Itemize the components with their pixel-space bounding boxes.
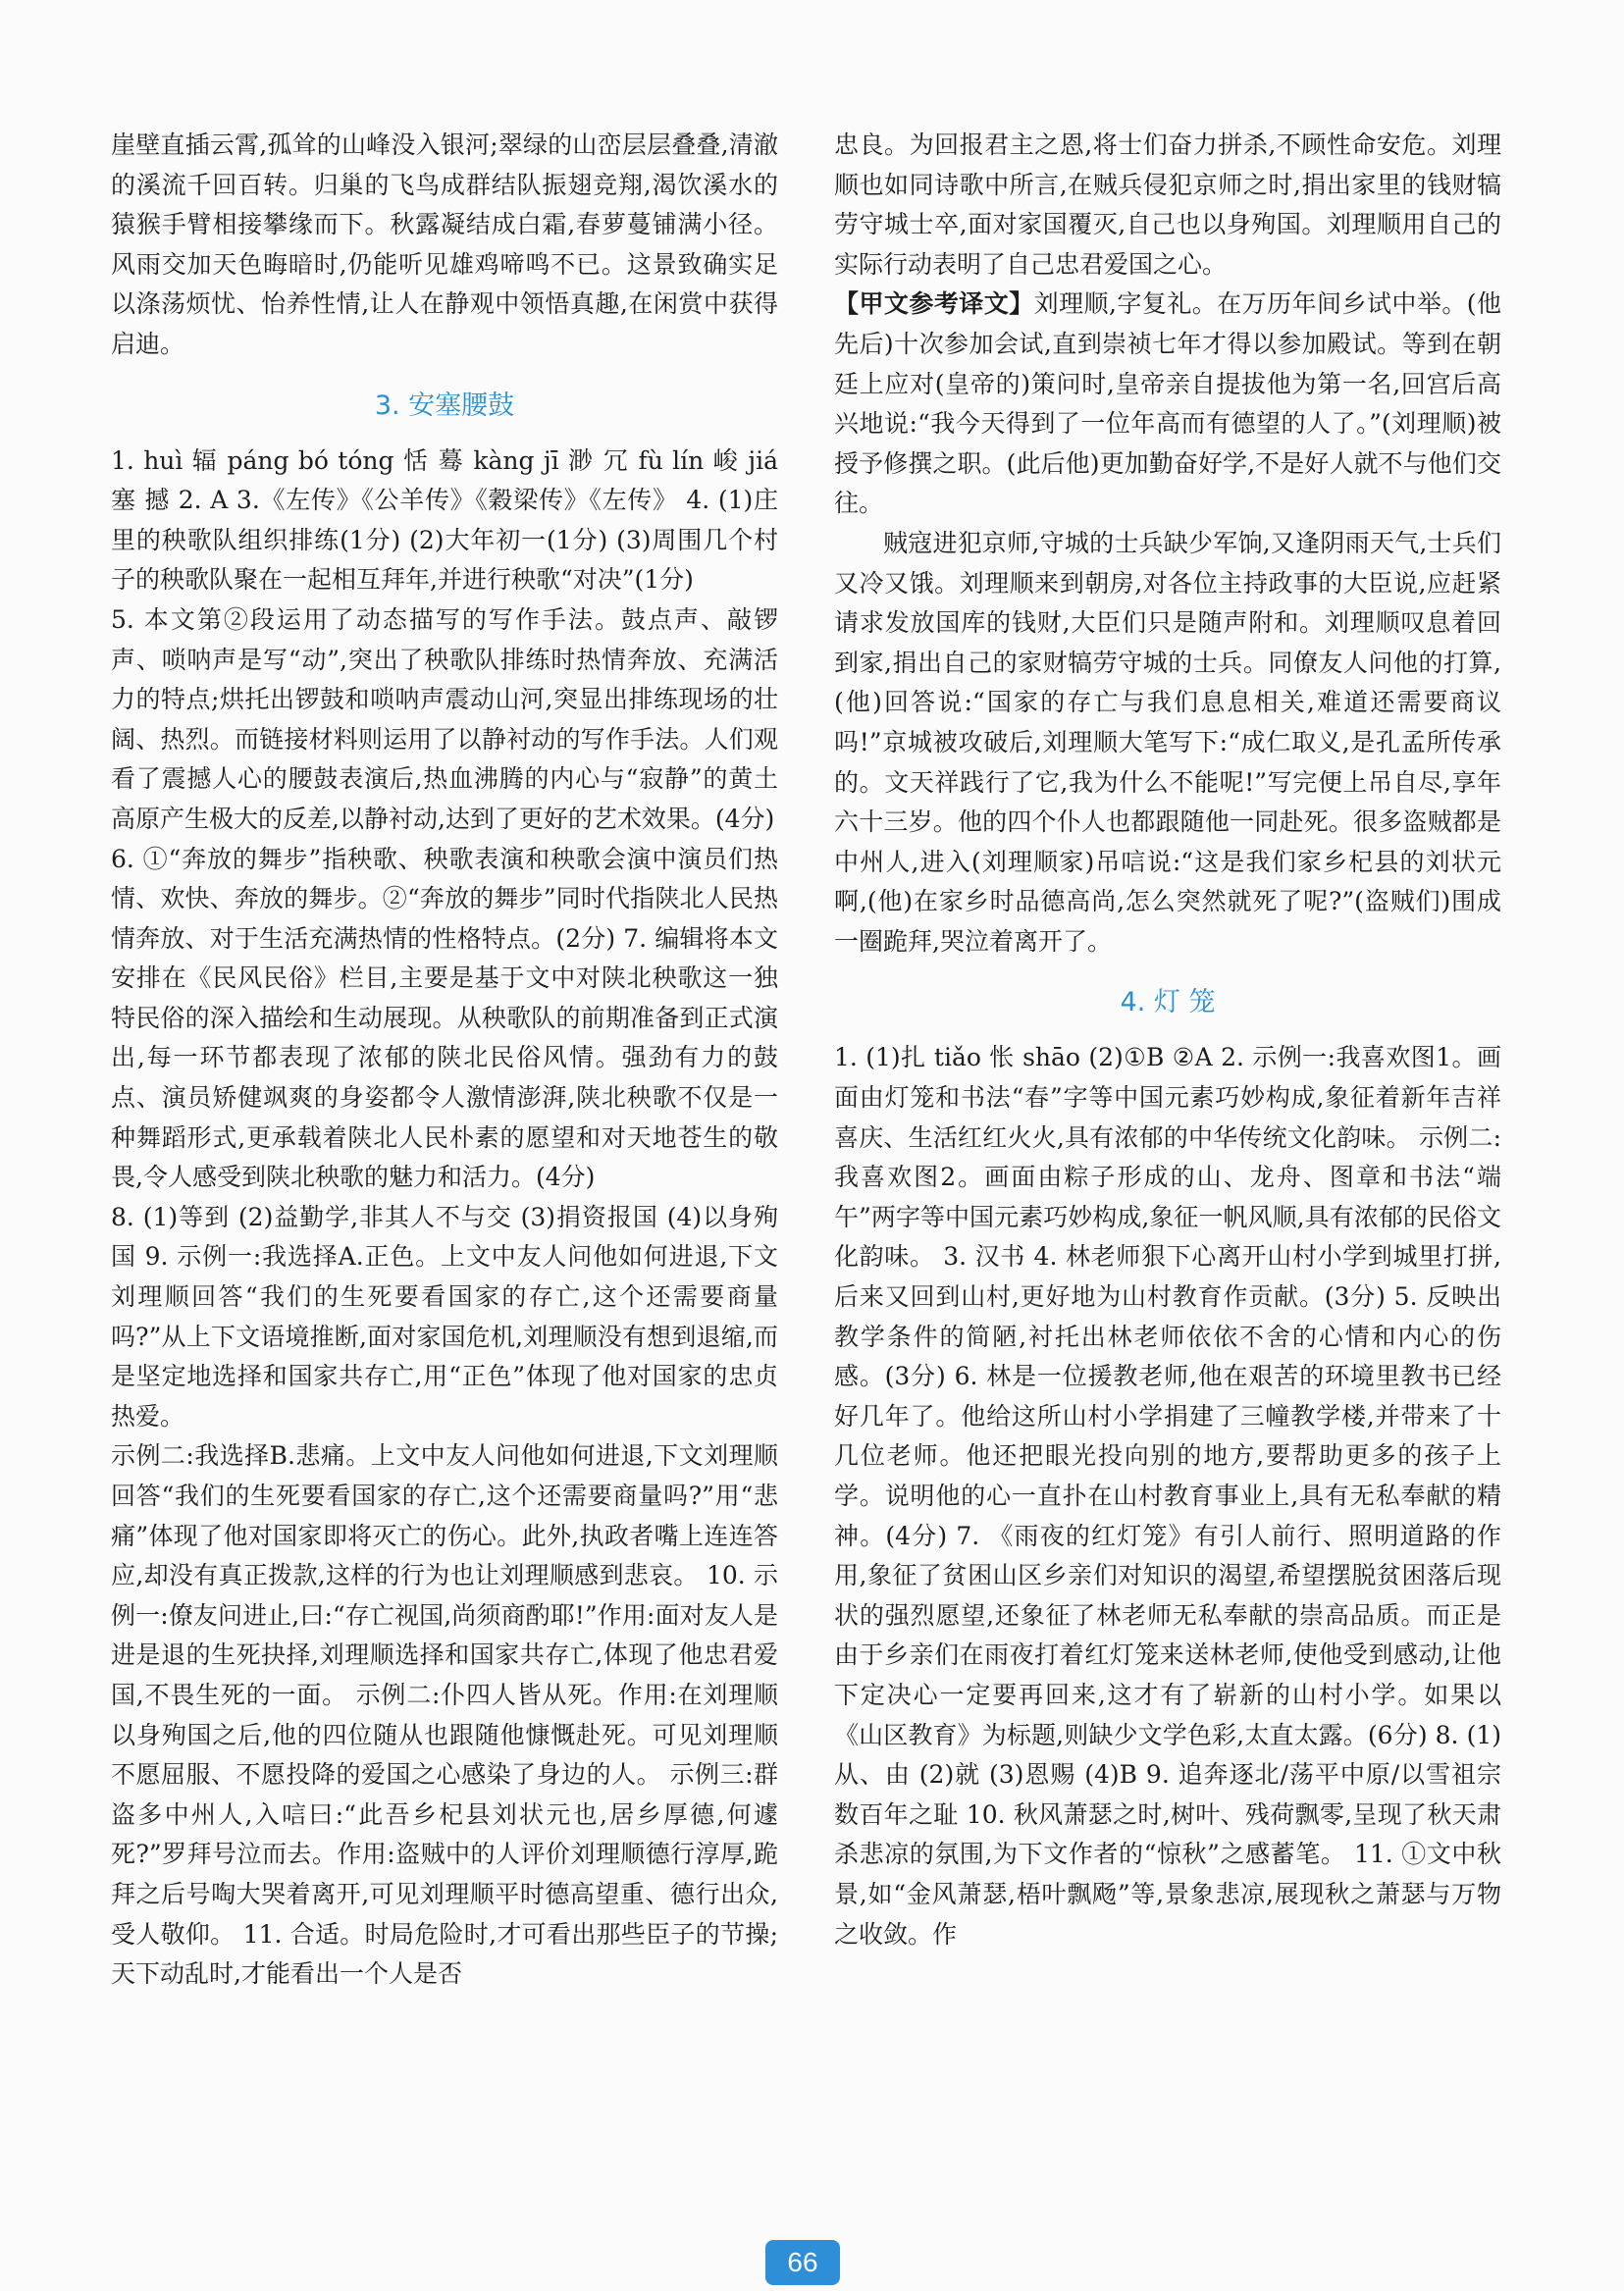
answers-3-part3: 6. ①“奔放的舞步”指秧歌、秧歌表演和秧歌会演中演员们热情、欢快、奔放的舞步。②“奔放的舞步”同时代指陕北人民热情奔放、对于生活充满热情的性格特点。(2分) 7. 编辑将本文安排在《民风民俗》栏目,主要是基于文中对陕北秧歌这一独特民俗的深入描绘和生动展现。从秧歌队的前期准备到正式演出,每一环节都表现了浓郁的陕北民俗风情。强劲有力的鼓点、演员矫健飒爽的身姿都令人激情澎湃,陕北秧歌不仅是一种舞蹈形式,更承载着陕北人民朴素的愿望和对天地苍生的敬畏,令人感受到陕北秧歌的魅力和活力。(4分) — [111, 844, 778, 1192]
section-heading-4: 4. 灯 笼 — [1120, 987, 1216, 1018]
answers-3-part1: 1. huì 辐 páng bó tóng 恬 蓦 kàng jī 渺 冗 fù lín 峻 jiá 塞 撼 2. A 3.《左传》《公羊传》《穀梁传》《左传》 4. (1)庄里的秧歌队组织排练(1分) (2)大年初一(1分) (3)周围几个村子的秧歌队聚在一起相互拜年,并进行秧歌“对决”(1分) — [111, 445, 778, 595]
answers-3-part5: 示例二:我选择B.悲痛。上文中友人问他如何进退,下文刘理顺回答“我们的生死要看国家的存亡,这个还需要商量吗?”用“悲痛”体现了他对国家即将灭亡的伤心。此外,执政者嘴上连连答应,却没有真正拨款,这样的行为也让刘理顺感到悲哀。 10. 示例一:僚友问进止,曰:“存亡视国,尚须商酌耶!”作用:面对友人是进是退的生死抉择,刘理顺选择和国家共存亡,体现了他忠君爱国,不畏生死的一面。 示例二:仆四人皆从死。作用:在刘理顺以身殉国之后,他的四位随从也跟随他慷慨赴死。可见刘理顺不愿屈服、不愿投降的爱国之心感染了身边的人。 示例三:群盗多中州人,入唁曰:“此吾乡杞县刘状元也,居乡厚德,何遽死?”罗拜号泣而去。作用:盗贼中的人评价刘理顺德行淳厚,跪拜之后号啕大哭着离开,可见刘理顺平时德高望重、德行出众,受人敬仰。 11. 合适。时局危险时,才可看出那些臣子的节操;天下动乱时,才能看出一个人是否 — [111, 1441, 778, 1989]
left-column — [111, 126, 778, 1995]
translation-continued: 崖壁直插云霄,孤耸的山峰没入银河;翠绿的山峦层层叠叠,清澈的溪流千回百转。归巢的飞鸟成群结队振翅竞翔,渴饮溪水的猿猴手臂相接攀缘而下。秋露凝结成白霜,春萝蔓铺满小径。风雨交加天色晦暗时,仍能听见雄鸡啼鸣不已。这景致确实足以涤荡烦忧、怡养性情,让人在静观中领悟真趣,在闲赏中获得启迪。 — [111, 130, 778, 358]
answers-3-part4: 8. (1)等到 (2)益勤学,非其人不与交 (3)捐资报国 (4)以身殉国 9. 示例一:我选择A.正色。上文中友人问他如何进退,下文刘理顺回答“我们的生死要看国家的存亡,这个还需要商量吗?”从上下文语境推断,面对家国危机,刘理顺没有想到退缩,而是坚定地选择和国家共存亡,用“正色”体现了他对国家的忠贞热爱。 — [111, 1202, 778, 1431]
section-heading-3: 3. 安塞腰鼓 — [374, 390, 515, 421]
translation-label: 【甲文参考译文】 — [834, 289, 1034, 319]
page-number: 66 — [765, 2240, 840, 2285]
right-column — [834, 126, 1501, 1954]
translation-paragraph-1: 【甲文参考译文】刘理顺,字复礼。在万历年间乡试中举。(他先后)十次参加会试,直到崇祯七年才得以参加殿试。等到在朝廷上应对(皇帝的)策问时,皇帝亲自提拔他为第一名,回宫后高兴地说:“我今天得到了一位年高而有德望的人了。”(刘理顺)被授予修撰之职。(此后他)更加勤奋好学,不是好人就不与他们交往。 — [834, 289, 1501, 518]
answers-3-continued: 忠良。为回报君主之恩,将士们奋力拼杀,不顾性命安危。刘理顺也如同诗歌中所言,在贼兵侵犯京师之时,捐出家里的钱财犒劳守城士卒,面对家国覆灭,自己也以身殉国。刘理顺用自己的实际行动表明了自己忠君爱国之心。 — [834, 130, 1501, 279]
answers-4: 1. (1)扎 tiǎo 怅 shāo (2)①B ②A 2. 示例一:我喜欢图1。画面由灯笼和书法“春”字等中国元素巧妙构成,象征着新年吉祥喜庆、生活红红火火,具有浓郁的中华传统文化韵味。 示例二:我喜欢图2。画面由粽子形成的山、龙舟、图章和书法“端午”两字等中国元素巧妙构成,象征一帆风顺,具有浓郁的民俗文化韵味。 3. 汉书 4. 林老师狠下心离开山村小学到城里打拼,后来又回到山村,更好地为山村教育作贡献。(3分) 5. 反映出教学条件的简陋,衬托出林老师依依不舍的心情和内心的伤感。(3分) 6. 林是一位援教老师,他在艰苦的环境里教书已经好几年了。他给这所山村小学捐建了三幢教学楼,并带来了十几位老师。他还把眼光投向别的地方,要帮助更多的孩子上学。说明他的心一直扑在山村教育事业上,具有无私奉献的精神。(4分) 7. 《雨夜的红灯笼》有引人前行、照明道路的作用,象征了贫困山区乡亲们对知识的渴望,希望摆脱贫困落后现状的强烈愿望,还象征了林老师无私奉献的崇高品质。而正是由于乡亲们在雨夜打着红灯笼来送林老师,使他受到感动,让他下定决心一定要再回来,这才有了崭新的山村小学。如果以《山区教育》为标题,则缺少文学色彩,太直太露。(6分) 8. (1)从、由 (2)就 (3)恩赐 (4)B 9. 追奔逐北/荡平中原/以雪祖宗数百年之耻 10. 秋风萧瑟之时,树叶、残荷飘零,呈现了秋天肃杀悲凉的氛围,为下文作者的“惊秋”之感蓄笔。 11. ①文中秋景,如“金风萧瑟,梧叶飘飏”等,景象悲凉,展现秋之萧瑟与万物之收敛。作 — [834, 1043, 1501, 1949]
answers-3-part2: 5. 本文第②段运用了动态描写的写作手法。鼓点声、敲锣声、唢呐声是写“动”,突出了秧歌队排练时热情奔放、充满活力的特点;烘托出锣鼓和唢呐声震动山河,突显出排练现场的壮阔、热烈。而链接材料则运用了以静衬动的写作手法。人们观看了震撼人心的腰鼓表演后,热血沸腾的内心与“寂静”的黄土高原产生极大的反差,以静衬动,达到了更好的艺术效果。(4分) — [111, 604, 778, 833]
translation-paragraph-2: 贼寇进犯京师,守城的士兵缺少军饷,又逢阴雨天气,士兵们又冷又饿。刘理顺来到朝房,对各位主持政事的大臣说,应赶紧请求发放国库的钱财,大臣们只是随声附和。刘理顺叹息着回到家,捐出自己的家财犒劳守城的士兵。同僚友人问他的打算,(他)回答说:“国家的存亡与我们息息相关,难道还需要商议吗!”京城被攻破后,刘理顺大笔写下:“成仁取义,是孔孟所传承的。文天祥践行了它,我为什么不能呢!”写完便上吊自尽,享年六十三岁。他的四个仆人也都跟随他一同赴死。很多盗贼都是中州人,进入(刘理顺家)吊唁说:“这是我们家乡杞县的刘状元啊,(他)在家乡时品德高尚,怎么突然就死了呢?”(盗贼们)围成一圈跪拜,哭泣着离开了。 — [834, 528, 1501, 956]
